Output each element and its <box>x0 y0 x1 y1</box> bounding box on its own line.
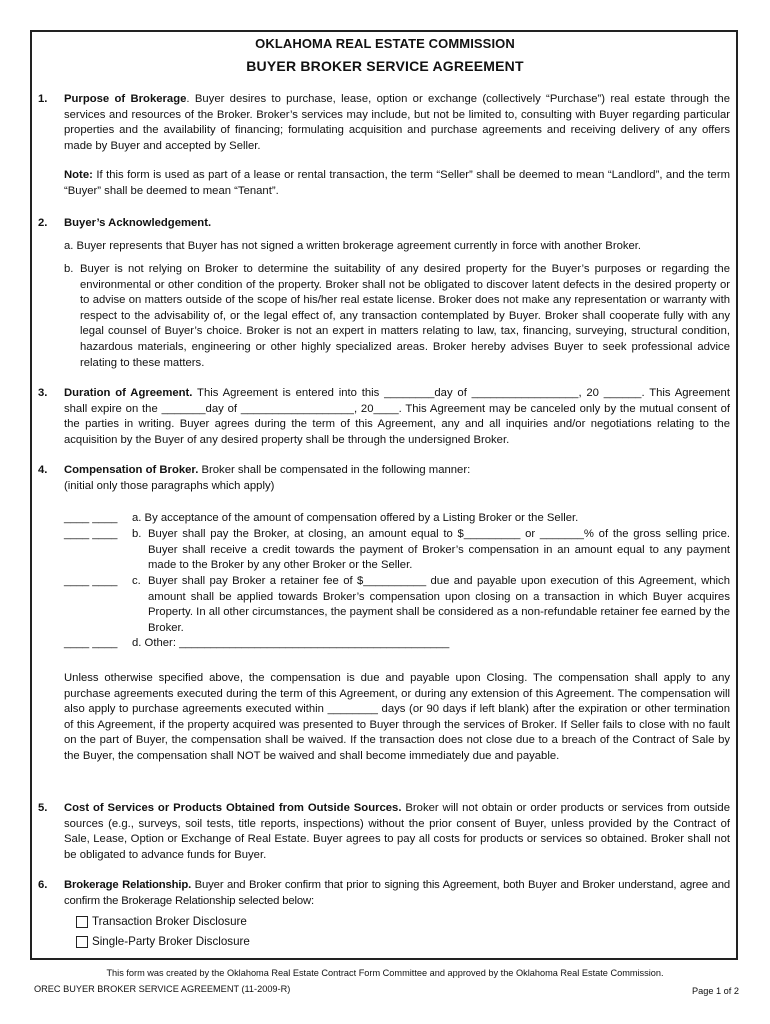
section-2a-text: a. Buyer represents that Buyer has not signed a written brokerage agreement currently in force with another Broker. <box>64 240 642 252</box>
initials-line-d[interactable]: ____ ____ <box>64 637 118 649</box>
section-4-closing-text: Unless otherwise specified above, the compensation is due and payable upon Closing. The compensation shall apply to any purchase agreements executed during the term of this Agreement, or during any extension of this Agreement. The compensation will also apply to purchase agreements executed within ________ days (or 90 days if left blank) after the expiration or other termination of this Agreement, if the property acquired was presented to Buyer through the services of Broker. If Seller fails to close with no fault on the part of Buyer, the compensation shall be waived. If the transaction does not close due to a breach of the Contract of Sale by the Buyer, the compensation shall NOT be waived and shall become immediately due and payable. <box>64 672 730 762</box>
page-number: Page 1 of 2 <box>692 986 739 996</box>
option-b-text: Buyer shall pay the Broker, at closing, an amount equal to $_________ or _______% of the gross selling price. Buyer shall receive a credit towards the payment of Broker’s compensation in an amount equal to any payment made to the Broker by any other Broker or the Seller. <box>148 528 730 572</box>
initials-line-a[interactable]: ____ ____ <box>64 512 118 524</box>
section-1-purpose <box>64 92 730 154</box>
option-c-label: c. <box>132 575 141 587</box>
transaction-broker-checkbox[interactable] <box>76 916 88 928</box>
option-c-text: Buyer shall pay Broker a retainer fee of $__________ due and payable upon execution of this Agreement, which amount shall be applied towards Broker’s compensation upon closing on a transaction in which Buyer acquires Property. In all other circumstances, the payment shall be considered as a non-refundable retainer fee earned by the Broker. <box>148 575 730 634</box>
section-5-outside-sources <box>64 801 730 863</box>
section-5-number: 5. <box>38 802 48 814</box>
section-6-number: 6. <box>38 879 48 891</box>
option-b-label: b. <box>132 528 142 540</box>
section-1-number: 1. <box>38 93 48 105</box>
note-label: Note: <box>64 169 93 181</box>
single-party-broker-label: Single-Party Broker Disclosure <box>92 935 250 948</box>
section-6-heading: Brokerage Relationship. <box>64 879 192 891</box>
option-d-text: d. Other: ___________________________________________ <box>132 637 450 649</box>
section-6-text: Buyer and Broker confirm that prior to signing this Agreement, both Buyer and Broker understand, agree and confirm the Brokerage Relationship selected below: <box>64 879 731 907</box>
initials-line-b[interactable]: ____ ____ <box>64 528 118 540</box>
section-3-number: 3. <box>38 387 48 399</box>
section-2-heading: Buyer’s Acknowledgement. <box>64 217 212 229</box>
section-4-number: 4. <box>38 464 48 476</box>
initials-line-c[interactable]: ____ ____ <box>64 575 118 587</box>
option-a-text: a. By acceptance of the amount of compensation offered by a Listing Broker or the Seller. <box>132 512 579 524</box>
form-identifier: OREC BUYER BROKER SERVICE AGREEMENT (11-2009-R) <box>34 984 291 994</box>
single-party-broker-checkbox[interactable] <box>76 936 88 948</box>
transaction-broker-option[interactable] <box>76 914 247 929</box>
section-1-heading: Purpose of Brokerage <box>64 93 187 105</box>
section-4-heading: Compensation of Broker. <box>64 464 199 476</box>
section-2-number: 2. <box>38 217 48 229</box>
section-4-text: Broker shall be compensated in the following manner: <box>198 464 471 476</box>
section-5-text: Broker will not obtain or order products or services from outside sources (e.g., surveys, soil tests, title reports, inspections) without the prior consent of Buyer, unless provided by the Contract of Sale, Lease, Option or Exchange of Real Estate. Buyer agrees to pay all costs for products or services so obtained. Broker shall not be obligated to advance funds for Buyer. <box>64 802 730 861</box>
section-1-text: . Buyer desires to purchase, lease, option or exchange (collectively “Purchase”) real estate through the services and resources of the Broker. Broker’s services may include, but not be limited to, consulting with Buyer regarding particular properties and the availability of financing; formulating acquisition and purchase agreements and receiving delivery of any offers made by Buyer and accepted by Seller. <box>64 93 730 152</box>
section-6-relationship <box>64 878 730 909</box>
section-3-heading: Duration of Agreement. <box>64 387 193 399</box>
section-4-compensation <box>64 463 730 479</box>
section-2b-text: Buyer is not relying on Broker to determine the suitability of any desired property for the Buyer’s purposes or regarding the environmental or other condition of the property. Broker shall not be obligated to discover latent defects in the desired property or to advise on matters outside of the scope of his/her real estate license. Broker does not make any representation or warranty with respect to the advisability of, or the legal effect of, any transaction contemplated by Buyer. Broker shall cooperate fully with any legal counsel of Buyer’s choice. Broker is not an expert in matters relating to law, tax, financing, surveying, structural condition, hazardous materials, engineering or other highly specialized areas. Broker hereby advises Buyer to seek professional advice relating to these matters. <box>80 263 730 369</box>
note-text: If this form is used as part of a lease or rental transaction, the term “Seller” shall be deemed to mean “Landlord”, and the term “Buyer” shall be deemed to mean “Tenant”. <box>64 169 730 197</box>
section-4-instruction: (initial only those paragraphs which apply) <box>64 480 275 492</box>
section-3-text: This Agreement is entered into this ________day of _________________, 20 ______. This Agreement shall expire on the _______day of __________________, 20____. This Agreement may be canceled only by the mutual consent of the parties in writing. Buyer agrees during the term of this Agreement, any and all inquiries and/or negotiations relating to the acquisition by the Buyer of any desired property shall be through the undersigned Broker. <box>64 387 730 446</box>
commission-title: OKLAHOMA REAL ESTATE COMMISSION <box>255 36 515 51</box>
section-1-note <box>64 168 730 199</box>
single-party-broker-option[interactable] <box>76 934 250 949</box>
section-2b-label: b. <box>64 263 74 275</box>
footer-note: This form was created by the Oklahoma Real Estate Contract Form Committee and approved by the Oklahoma Real Estate Commission. <box>106 968 664 978</box>
transaction-broker-label: Transaction Broker Disclosure <box>92 915 247 928</box>
section-5-heading: Cost of Services or Products Obtained from Outside Sources. <box>64 802 402 814</box>
section-3-duration <box>64 386 730 448</box>
form-title: BUYER BROKER SERVICE AGREEMENT <box>246 58 524 74</box>
